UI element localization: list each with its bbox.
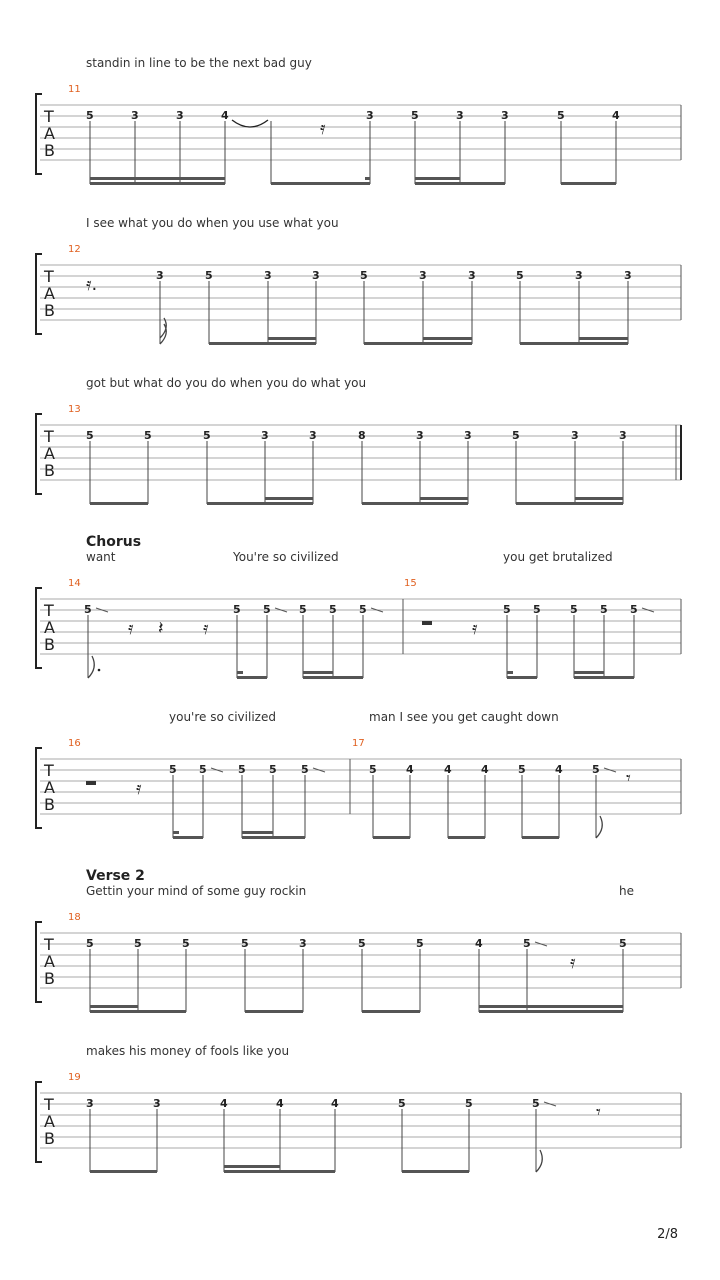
svg-text:3: 3 <box>416 429 424 442</box>
svg-text:3: 3 <box>619 429 627 442</box>
svg-text:5: 5 <box>301 763 309 776</box>
svg-text:5: 5 <box>182 937 190 950</box>
svg-text:5: 5 <box>199 763 207 776</box>
svg-text:5: 5 <box>263 603 271 616</box>
measure-number: 17 <box>352 738 365 749</box>
svg-text:5: 5 <box>557 109 565 122</box>
svg-text:5: 5 <box>203 429 211 442</box>
svg-text:4: 4 <box>481 763 489 776</box>
section-title: Chorus <box>86 534 142 550</box>
svg-text:𝄿: 𝄿 <box>320 118 326 139</box>
svg-text:T: T <box>44 427 54 446</box>
lyric-line: got but what do you do when you do what you <box>86 376 367 390</box>
lyric-line: Gettin your mind of some guy rockin <box>86 884 307 898</box>
lyric-line: I see what you do when you use what you <box>86 216 339 230</box>
svg-text:5: 5 <box>205 269 213 282</box>
tab-staff <box>0 248 720 358</box>
svg-text:5: 5 <box>329 603 337 616</box>
svg-text:A: A <box>44 444 55 463</box>
tab-staff <box>0 1076 720 1186</box>
svg-text:4: 4 <box>221 109 229 122</box>
measure-number: 11 <box>68 84 81 95</box>
svg-text:5: 5 <box>360 269 368 282</box>
svg-text:B: B <box>44 301 55 320</box>
lyric-line: man I see you get caught down <box>369 710 559 724</box>
svg-text:B: B <box>44 635 55 654</box>
svg-text:3: 3 <box>312 269 320 282</box>
svg-text:3: 3 <box>299 937 307 950</box>
svg-text:3: 3 <box>153 1097 161 1110</box>
svg-text:3: 3 <box>468 269 476 282</box>
lyric-line: you're so civilized <box>169 710 276 724</box>
svg-text:5: 5 <box>241 937 249 950</box>
svg-text:3: 3 <box>464 429 472 442</box>
svg-text:3: 3 <box>575 269 583 282</box>
tab-staff <box>0 408 720 518</box>
svg-text:3: 3 <box>366 109 374 122</box>
svg-text:3: 3 <box>624 269 632 282</box>
svg-text:A: A <box>44 778 55 797</box>
svg-text:3: 3 <box>176 109 184 122</box>
svg-text:T: T <box>44 761 54 780</box>
svg-text:B: B <box>44 1129 55 1148</box>
lyric-line: You're so civilized <box>233 550 339 564</box>
svg-text:T: T <box>44 267 54 286</box>
svg-text:5: 5 <box>600 603 608 616</box>
svg-text:5: 5 <box>169 763 177 776</box>
svg-text:5: 5 <box>592 763 600 776</box>
lyric-line: he <box>619 884 634 898</box>
lyric-line: you get brutalized <box>503 550 613 564</box>
svg-text:5: 5 <box>570 603 578 616</box>
svg-text:5: 5 <box>269 763 277 776</box>
svg-text:5: 5 <box>518 763 526 776</box>
svg-text:B: B <box>44 795 55 814</box>
svg-text:𝄿: 𝄿 <box>570 952 576 973</box>
svg-text:𝄾: 𝄾 <box>626 768 631 789</box>
tab-clef-t: T <box>44 107 54 126</box>
svg-text:𝄾: 𝄾 <box>596 1102 601 1123</box>
svg-text:5: 5 <box>86 937 94 950</box>
svg-text:5: 5 <box>512 429 520 442</box>
svg-text:5: 5 <box>358 937 366 950</box>
svg-text:5: 5 <box>238 763 246 776</box>
svg-text:5: 5 <box>630 603 638 616</box>
svg-text:4: 4 <box>444 763 452 776</box>
svg-text:5: 5 <box>134 937 142 950</box>
svg-text:3: 3 <box>571 429 579 442</box>
svg-text:5: 5 <box>86 109 94 122</box>
svg-text:5: 5 <box>533 603 541 616</box>
svg-text:4: 4 <box>612 109 620 122</box>
svg-text:5: 5 <box>359 603 367 616</box>
tab-clef-b: B <box>44 141 55 160</box>
svg-text:5: 5 <box>299 603 307 616</box>
svg-text:3: 3 <box>309 429 317 442</box>
svg-text:𝄿: 𝄿 <box>472 618 478 639</box>
svg-text:5: 5 <box>369 763 377 776</box>
svg-text:3: 3 <box>501 109 509 122</box>
svg-text:4: 4 <box>406 763 414 776</box>
svg-text:𝄽: 𝄽 <box>158 618 164 639</box>
page-number: 2/8 <box>657 1227 678 1242</box>
svg-text:5: 5 <box>411 109 419 122</box>
lyric-line: standin in line to be the next bad guy <box>86 56 312 70</box>
measure-number: 16 <box>68 738 81 749</box>
svg-text:5: 5 <box>86 429 94 442</box>
svg-text:𝄿.: 𝄿. <box>86 274 98 295</box>
svg-text:3: 3 <box>156 269 164 282</box>
svg-text:A: A <box>44 284 55 303</box>
svg-text:4: 4 <box>475 937 483 950</box>
svg-text:3: 3 <box>131 109 139 122</box>
svg-text:5: 5 <box>465 1097 473 1110</box>
svg-text:𝄿: 𝄿 <box>203 618 209 639</box>
tab-staff <box>0 582 720 692</box>
svg-text:A: A <box>44 618 55 637</box>
measure-number: 14 <box>68 578 81 589</box>
svg-text:3: 3 <box>261 429 269 442</box>
svg-text:3: 3 <box>456 109 464 122</box>
tab-clef-a: A <box>44 124 55 143</box>
svg-text:5: 5 <box>619 937 627 950</box>
measure-number: 12 <box>68 244 81 255</box>
svg-text:A: A <box>44 952 55 971</box>
measure-number: 13 <box>68 404 81 415</box>
svg-text:4: 4 <box>331 1097 339 1110</box>
svg-text:A: A <box>44 1112 55 1131</box>
svg-text:4: 4 <box>276 1097 284 1110</box>
lyric-line: want <box>86 550 116 564</box>
svg-text:T: T <box>44 1095 54 1114</box>
svg-text:B: B <box>44 969 55 988</box>
svg-text:5: 5 <box>233 603 241 616</box>
measure-number: 18 <box>68 912 81 923</box>
svg-text:5: 5 <box>523 937 531 950</box>
svg-text:5: 5 <box>532 1097 540 1110</box>
svg-text:T: T <box>44 601 54 620</box>
svg-text:3: 3 <box>264 269 272 282</box>
svg-text:B: B <box>44 461 55 480</box>
svg-text:5: 5 <box>398 1097 406 1110</box>
svg-text:5: 5 <box>144 429 152 442</box>
svg-text:4: 4 <box>555 763 563 776</box>
svg-text:3: 3 <box>419 269 427 282</box>
svg-text:3: 3 <box>86 1097 94 1110</box>
section-title: Verse 2 <box>86 868 145 884</box>
svg-text:5: 5 <box>416 937 424 950</box>
svg-text:5: 5 <box>503 603 511 616</box>
svg-text:8: 8 <box>358 429 366 442</box>
measure-number: 19 <box>68 1072 81 1083</box>
svg-text:T: T <box>44 935 54 954</box>
svg-text:5: 5 <box>84 603 92 616</box>
svg-text:𝄿: 𝄿 <box>136 778 142 799</box>
tab-staff <box>0 916 720 1026</box>
svg-text:5: 5 <box>516 269 524 282</box>
tab-staff <box>0 88 720 198</box>
tab-staff <box>0 742 720 852</box>
svg-text:𝄿: 𝄿 <box>128 618 134 639</box>
lyric-line: makes his money of fools like you <box>86 1044 290 1058</box>
svg-text:4: 4 <box>220 1097 228 1110</box>
measure-number: 15 <box>404 578 417 589</box>
